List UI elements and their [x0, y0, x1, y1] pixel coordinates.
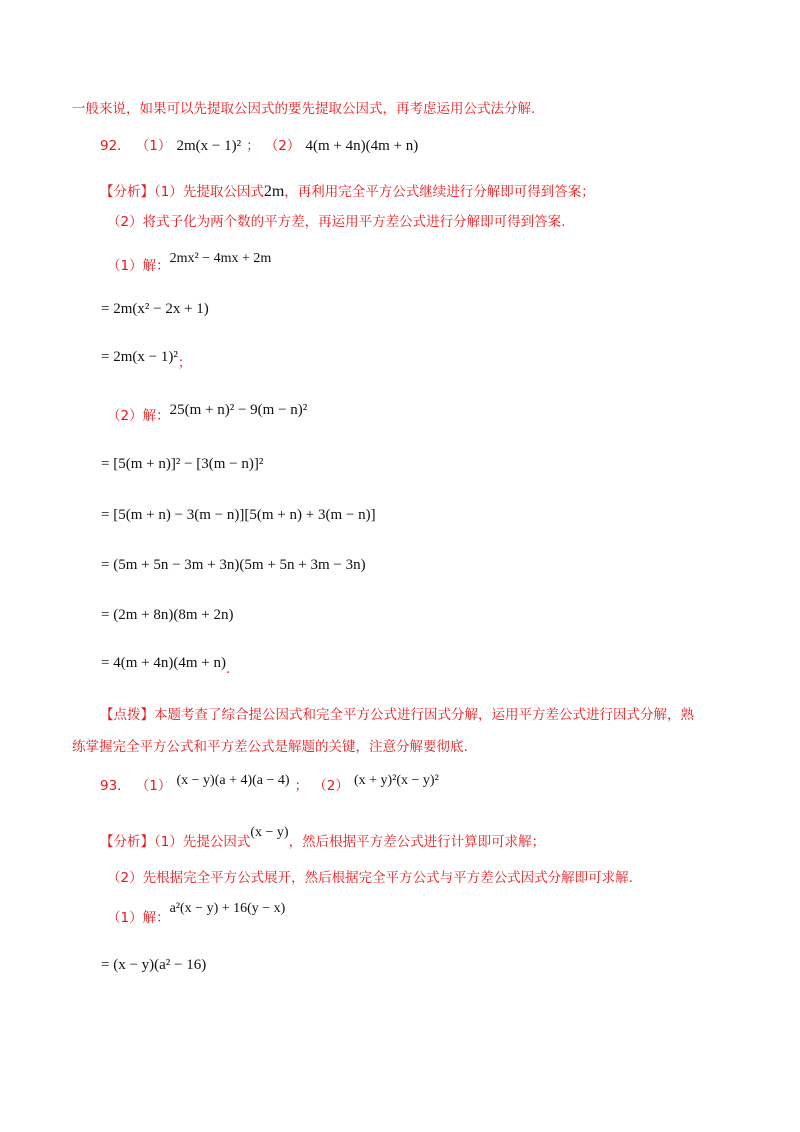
- q92-sol2-label: （2）解：: [107, 408, 170, 424]
- q92-number: 92．: [100, 138, 131, 154]
- q92-tip-tag: 【点拨】: [100, 707, 154, 723]
- q93-analysis-1: [100, 820, 546, 850]
- q92-answer-line: [100, 134, 418, 155]
- q92-sol2-step5-line: [101, 652, 231, 677]
- q93-answer1: (x − y)(a + 4)(a − 4): [176, 773, 290, 788]
- q92-analysis1-math: 2m: [263, 183, 285, 200]
- q93-analysis1-text-a: （1）先提公因式: [154, 834, 251, 850]
- q93-analysis-tag: 【分析】: [100, 834, 154, 850]
- q92-sol2-end: .: [225, 661, 231, 677]
- q92-tip-1: [100, 703, 694, 723]
- q92-answer1: 2m(x − 1)²: [176, 138, 242, 154]
- q92-sol2-step4: = (2m + 8n)(8m + 2n): [101, 607, 234, 623]
- q92-sol2-step2: = [5(m + n) − 3(m − n)][5(m + n) + 3(m − n)]: [101, 507, 376, 523]
- q92-analysis-1: [100, 180, 595, 201]
- q92-analysis-2: （2）将式子化为两个数的平方差，再运用平方差公式进行分解即可得到答案.: [107, 214, 566, 230]
- q93-separator: ；: [294, 778, 309, 794]
- q92-sol2-step1: = [5(m + n)]² − [3(m − n)]²: [101, 456, 264, 472]
- q92-answer2: 4(m + 4n)(4m + n): [305, 138, 419, 154]
- q93-sol1-expr: a²(x − y) + 16(y − x): [169, 901, 286, 916]
- q93-answer-line: [100, 768, 439, 794]
- q93-analysis1-math: (x − y): [250, 825, 289, 840]
- intro-tail: 一般来说，如果可以先提取公因式的要先提取公因式，再考虑运用公式法分解.: [72, 101, 536, 117]
- q93-number: 93．: [100, 778, 131, 794]
- q93-sol1-step1: = (x − y)(a² − 16): [101, 957, 207, 973]
- q92-sol1-step2-line: [101, 345, 192, 371]
- q92-sol1-step2: = 2m(x − 1)²: [101, 349, 178, 365]
- q92-sol1-end: ；: [177, 355, 192, 371]
- q93-part2-label: （2）: [313, 778, 349, 794]
- q92-sol1-step1: = 2m(x² − 2x + 1): [101, 301, 209, 317]
- q92-sol1-expr: 2mx² − 4mx + 2m: [169, 251, 272, 266]
- q92-tip-2: 练掌握完全平方公式和平方差公式是解题的关键，注意分解要彻底.: [72, 739, 468, 755]
- q93-sol1-label: （1）解：: [107, 910, 170, 926]
- q92-solution2-header: [107, 398, 308, 424]
- q92-analysis1-text-b: ，再利用完全平方公式继续进行分解即可得到答案；: [284, 184, 595, 200]
- q92-part2-label: （2）: [264, 138, 301, 154]
- q92-separator: ；: [246, 138, 260, 154]
- q93-analysis-2: （2）先根据完全平方公式展开，然后根据完全平方公式与平方差公式因式分解即可求解.: [107, 870, 633, 886]
- q92-analysis-tag: 【分析】: [100, 184, 154, 200]
- q92-sol2-step5: = 4(m + 4n)(4m + n): [101, 655, 226, 671]
- q93-analysis1-text-b: ，然后根据平方差公式进行计算即可求解；: [288, 834, 546, 850]
- q93-part1-label: （1）: [135, 778, 172, 794]
- q92-solution1-header: [107, 246, 272, 274]
- q92-tip-text-a: 本题考查了综合提公因式和完全平方公式进行因式分解，运用平方差公式进行因式分解，熟: [154, 707, 694, 723]
- q93-answer2: (x + y)²(x − y)²: [353, 773, 439, 788]
- q92-analysis1-text-a: （1）先提取公因式: [154, 184, 264, 200]
- q92-sol2-expr: 25(m + n)² − 9(m − n)²: [169, 402, 308, 418]
- q92-sol1-label: （1）解：: [107, 258, 170, 274]
- q92-sol2-step3: = (5m + 5n − 3m + 3n)(5m + 5n + 3m − 3n): [101, 557, 366, 573]
- q92-part1-label: （1）: [135, 138, 172, 154]
- q93-solution1-header: [107, 896, 286, 926]
